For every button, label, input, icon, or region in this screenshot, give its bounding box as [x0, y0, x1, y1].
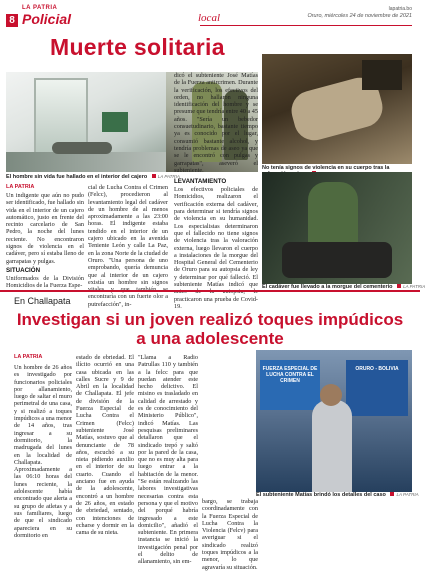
caption-credit: LA PATRIA	[396, 492, 419, 497]
brand-section-label: Policial	[22, 11, 72, 27]
flag-icon	[397, 284, 401, 288]
paragraph: Un indigente que aún no pudo ser identificado, fue hallado sin vida en el interior de un cajero automático, justo en frente del recinto carcelario de San Pedro, la noche del lunes reciente. No encontraron signos de violencia en el cadáver, pero sí estaba lleno de garrapatas y pulgas.	[6, 192, 84, 265]
paragraph: Uniformados de la División Homicidios de la Fuerza Espe-	[6, 274, 84, 290]
felcc-banner-2: ORURO - BOLIVIA	[346, 360, 408, 416]
subheading: SITUACIÓN	[6, 266, 41, 274]
morgue-photo	[262, 172, 412, 284]
caption-text: El subteniente Matías brindó los detalles del caso	[256, 492, 386, 498]
article1-column-2	[88, 184, 168, 308]
page-header	[0, 0, 420, 30]
article1-headline: Muerte solitaria	[50, 34, 225, 60]
flag-icon	[390, 492, 394, 496]
article1-column-1	[6, 192, 84, 288]
page-number: 8	[6, 14, 18, 27]
article2-column-3	[138, 354, 198, 566]
article2-location: En Challapata	[14, 296, 71, 306]
felcc-banner: FUERZA ESPECIAL DE LUCHA CONTRA EL CRIMEN	[260, 360, 320, 410]
paragraph: dicó el subteniente José Matías de la Fuerza antircrimen. Durante la verificación, los efectivos del orden, no hallaron ninguna identificación del hombre y se presume que tendría entre 40 a 45 años. "Sería un bebedor consuetudinario, bastante tiempo ya es conocido por el lugar, consumió bastante alcohol, y tendría problemas de aseo ya que se le encontró con pulgas y garrapatas", aseveró el subteniente.	[174, 72, 258, 174]
photo1-caption	[6, 174, 180, 180]
flag-icon	[152, 174, 156, 178]
article2-column-2	[76, 354, 134, 537]
officer-photo	[256, 350, 412, 492]
caption-text: No tenía signos de violencia en su cuerpo tras la	[262, 165, 390, 171]
site-label: lapatria.bo	[388, 6, 412, 12]
paragraph: bargo, se trabaja coordinadamente con la Fuerza Especial de Lucha Contra la Violencia (Felcv) para averiguar si el sindicado realizó toques impúdicos a la menor, lo que agravaría su situación.	[202, 498, 258, 571]
body-photo	[262, 54, 412, 164]
article1-kicker: LA PATRIA	[6, 184, 35, 190]
body-bag	[282, 242, 392, 278]
article2-column-4	[202, 498, 258, 571]
paragraph: "Llama a Radio Patrullas 110 y también a la felcc para que puedan atender este hecho delictivo. El misino es trasladado en calidad de arrestado y es de conocimiento del Ministerio Público", indicó Matías. Las pesquisas preliminares detallaron que el sindicado trepó y saltó por la pared de la casa, que no es muy alta para luego entrar a la habitación de la menor. "Se están realizando las labores investigativas necesarias contra esta persona y que el motivo del porqué habría ingresado a este domicilio", añadió el subteniente. En primera instancia se inició la investigación penal por el delito de allanamiento, sin em-	[138, 354, 198, 566]
officer-body	[312, 400, 352, 492]
brand-top-label: LA PATRIA	[22, 5, 58, 11]
date-label: Oruro, miércoles 24 de noviembre de 2021	[307, 13, 412, 19]
feet-shape	[362, 60, 402, 90]
section-rule	[200, 25, 412, 26]
paragraph: cial de Lucha Contra el Crimen (Felcc), procedieron al levantamiento legal del cadáver de un hombre de al menos aproximadamente a las 23:00 horas. El indigente estaba tendido en el interior de un cajero ubicado en la avenida Teniente León y calle La Paz, en la zona Norte de la ciudad de Oruro. "Una persona de uno emprobando, quería demuncia que al interior de un cajero existía un hombre sin signos encontraría con un fuerte olor a putrefacción", in-	[88, 184, 168, 308]
atm-machine	[102, 112, 128, 132]
header-meta	[307, 6, 412, 19]
paragraph: Los efectivos policiales de Homicidios, realizaron el verificación externa del cadáver, para determinar si tendría signos de violencia en su humanidad. Los especialistas determinaron que el fallecido no tiene signos de violencia tras la valoración externa, luego llevaron el cuerpo a instalaciones de la morgue del Hospital General del Cementerio de Oruro para su autopsia de ley y determinar por qué falleció. El subteniente Matías indicó que practicaron una prueba de Covid-19.	[174, 186, 258, 310]
paragraph: estado de ebriedad. El ilícito ocurrió en una casa ubicada en las calles Sucre y 9 de Abril en la localidad de Challapata. El jefe de división de la Fuerza Especial de Lucha Contra el Crimen (Felcc) subteniente José Matías, sostuvo que al denunciante de 78 años, escuchó a su nieta pidiendo auxilio en el interior de su cuarto. Cuando el anciano fue en ayuda de la adolescente, encontró a un hombre de 26 años, en estado de ebriedad, sentado, con intenciones de echarse y dormir en la cama de su nieta.	[76, 354, 134, 537]
floor	[6, 152, 166, 172]
paragraph: Un hombre de 26 años es investigado por funcionarios policiales por allanamiento, luego de saltar el muro perimetral de una casa, y si realizó a toques impúdicos a una menor de 14 años, tras ingresar a su dormitorio, la madrugada del lunes en la localidad de Challapata. Aproximadamente a las 06:10 horas del lunes reciente, la adolescente había encontrado que alerta a su grupo de atletas y a sus familiares, luego de que el sindicado apareciera en su dormitorio en	[14, 364, 72, 539]
officer-head	[320, 384, 342, 406]
atm-photo	[6, 72, 166, 172]
caption-text: El cadáver fue llevado a la morgue del cementerio	[262, 284, 393, 290]
article2-column-1	[14, 364, 72, 539]
article2-headline: Investigan si un joven realizó toques impúdicos a una adolescente	[16, 310, 404, 348]
subheading: LEVANTAMIENTO	[174, 178, 227, 186]
article2-caption	[256, 492, 419, 498]
section-label: local	[198, 12, 220, 24]
caption-credit: LA PATRIA	[157, 174, 180, 179]
caption-credit: LA PATRIA	[403, 284, 425, 289]
article2-kicker: LA PATRIA	[14, 354, 43, 360]
body-shape	[52, 142, 112, 154]
caption-text: El hombre sin vida fue hallado en el interior del cajero	[6, 174, 148, 180]
article1-column-3	[174, 72, 258, 310]
article-divider	[0, 290, 420, 292]
